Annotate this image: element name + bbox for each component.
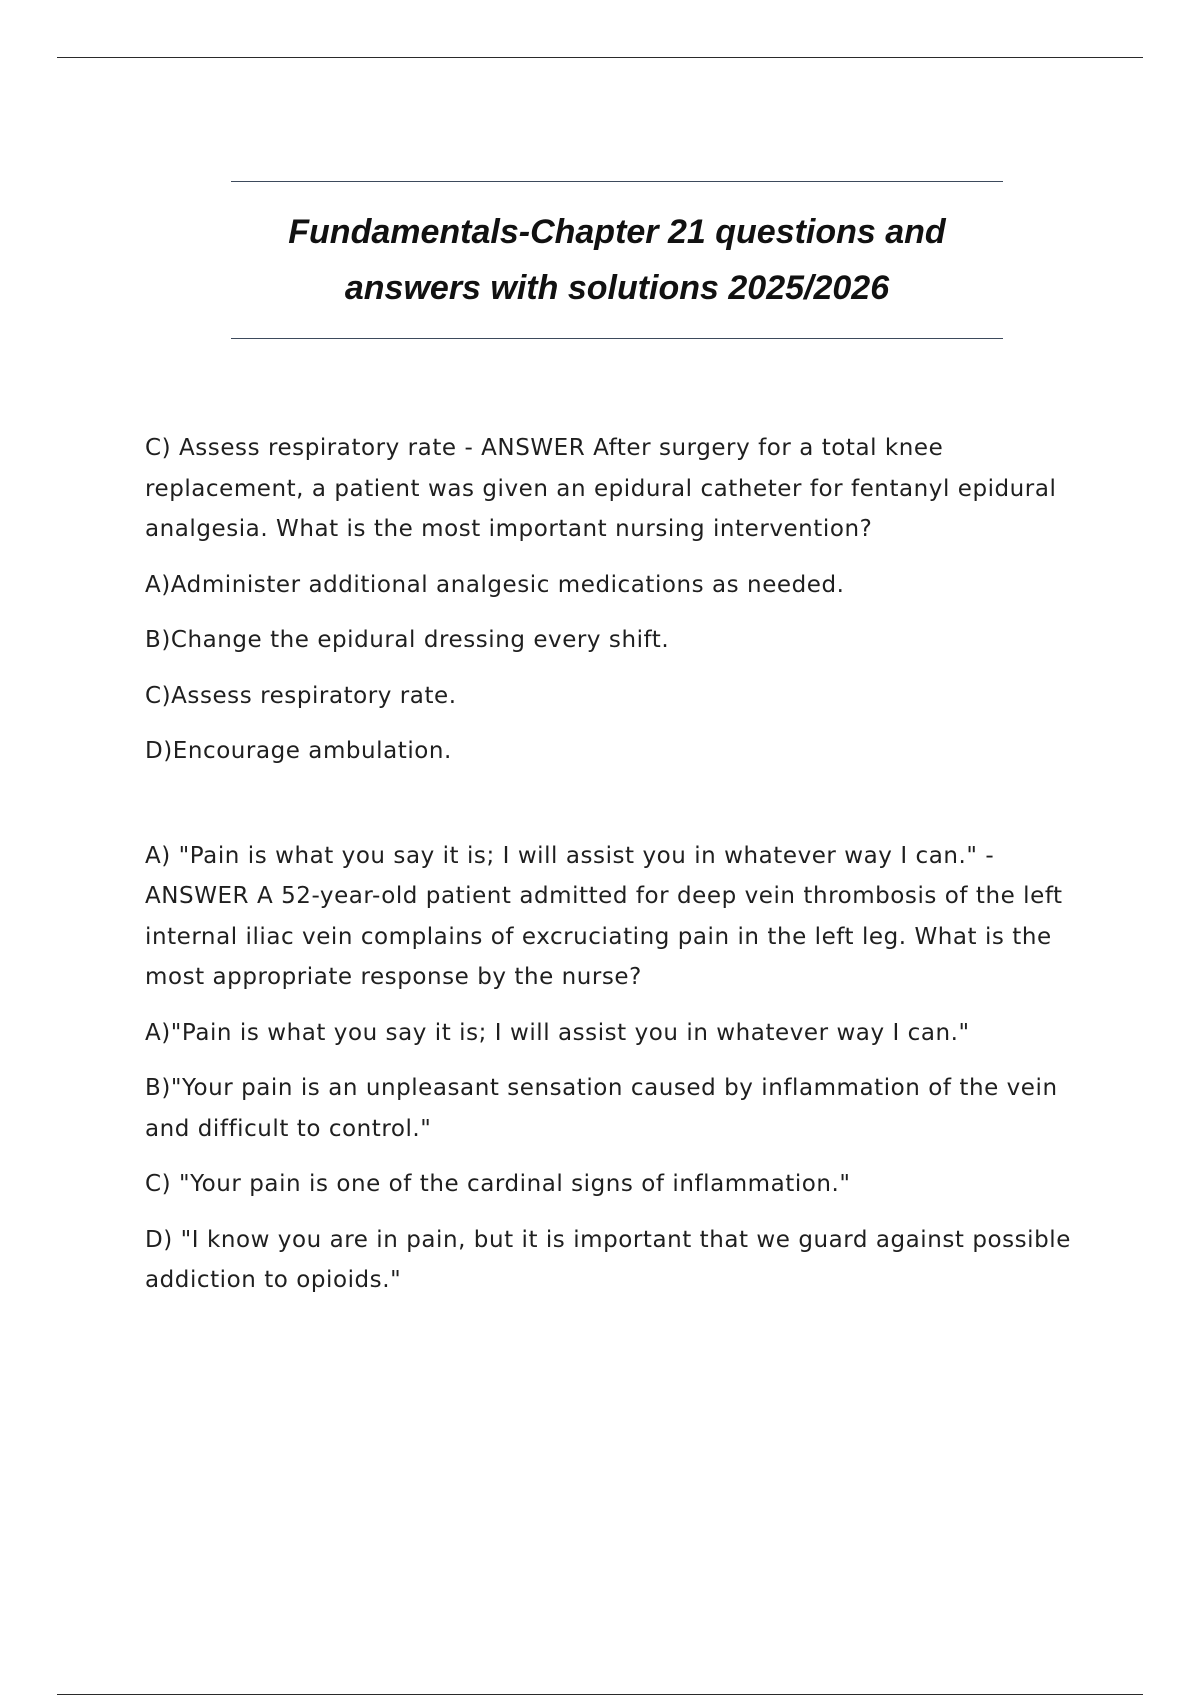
- title-bottom-rule: [231, 338, 1003, 339]
- answer-option-d: D)Encourage ambulation.: [145, 738, 452, 764]
- answer-option-a: A)Administer additional analgesic medications as needed.: [145, 571, 845, 598]
- document-title-line-2: answers with solutions 2025/2026: [344, 269, 890, 307]
- document-title-line-1: Fundamentals-Chapter 21 questions and: [288, 213, 946, 251]
- question-prompt: A) "Pain is what you say it is; I will assist you in whatever way I can." - ANSWER A 52-year-old patient admitted for deep vein thrombosis of the left internal iliac vein complains of excruciating pain in the left leg. What is the most appropriate response by the nurse?: [145, 842, 1063, 990]
- answer-option-b: B)Change the epidural dressing every shift.: [145, 627, 670, 653]
- question-block-2: [145, 836, 1095, 1301]
- question-prompt: C) Assess respiratory rate - ANSWER After surgery for a total knee replacement, a patient was given an epidural catheter for fentanyl epidural analgesia. What is the most important nursing intervention?: [145, 435, 1057, 542]
- page-header-rule: [57, 57, 1143, 58]
- answer-option-a: A)"Pain is what you say it is; I will assist you in whatever way I can.": [145, 1019, 970, 1046]
- page-footer-rule: [57, 1694, 1143, 1695]
- answer-option-c: C) "Your pain is one of the cardinal signs of inflammation.": [145, 1171, 851, 1197]
- answer-option-b: B)"Your pain is an unpleasant sensation caused by inflammation of the vein and difficult to control.": [145, 1075, 1058, 1142]
- document-body: [145, 428, 1095, 1316]
- answer-option-c: C)Assess respiratory rate.: [145, 682, 457, 709]
- document-title: [231, 182, 1003, 338]
- answer-option-d: D) "I know you are in pain, but it is important that we guard against possible addiction to opioids.": [145, 1226, 1071, 1293]
- title-block: [231, 181, 1003, 339]
- question-block-1: [145, 428, 1095, 772]
